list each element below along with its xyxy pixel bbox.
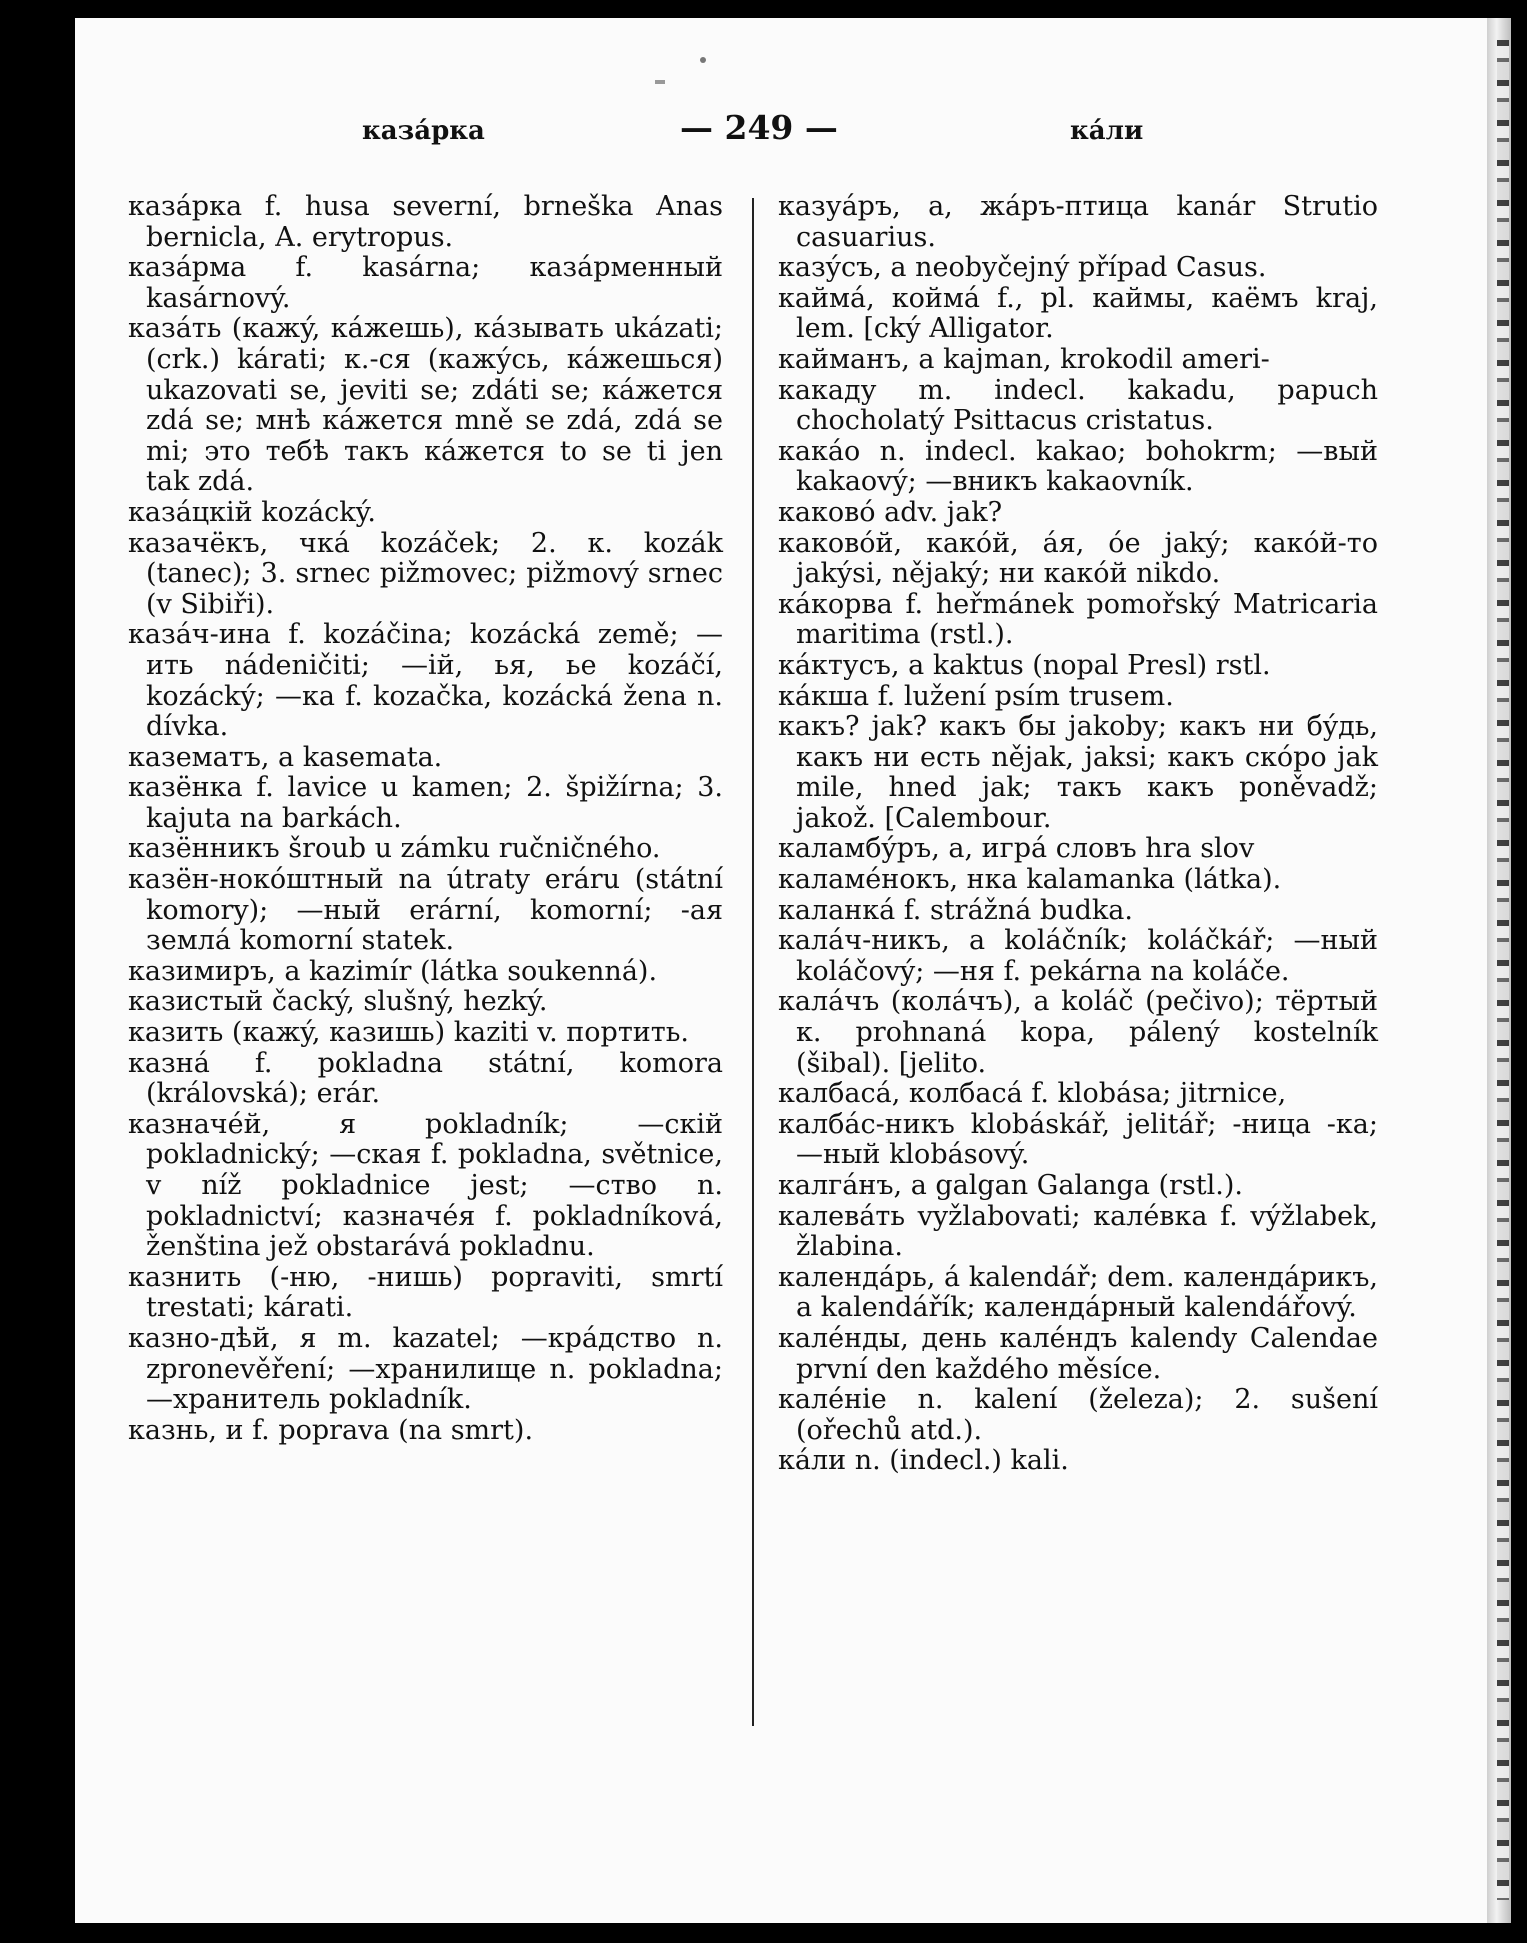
dictionary-entry: кайманъ, а kajman, krokodil ameri- [778,343,1270,375]
dictionary-entry: казён-нокóштный na útraty eráru (státní komory); —ный erární, komorní; -ая землá komorní statek. [128,864,723,957]
dictionary-entry: казачёкъ, чкá kozáček; 2. к. kozák (tanec); 3. srnec pižmovec; pižmový srnec (v Sibiři). [128,527,723,620]
dictionary-entry: калáчъ (колáчъ), а koláč (pečivo); тёртый к. prohnaná kopa, pálený kostelník (šibal). [jelito. [778,986,1378,1079]
dictionary-entry: каймá, коймá f., pl. каймы, каёмъ kraj, lem. [cký Alligator. [778,282,1378,345]
right-guide-word: кáли [1070,116,1144,146]
dictionary-entry: казёнка f. lavice u kamen; 2. špižírna; 3. kajuta na barkách. [128,772,723,834]
dictionary-entry: каковó adv. jak? [778,496,1003,528]
dictionary-entry: казáрка f. husa severní, brneška Anas bernicla, A. erytropus. [128,191,723,253]
dictionary-entry: калевáть vyžlabovati; калéвка f. výžlabek, žlabina. [778,1200,1378,1263]
dictionary-entry: казáрма f. kasárna; казáрменный kasárnový. [128,252,723,314]
dictionary-entry: какáо n. indecl. kakao; bohokrm; —вый kakaový; —вникъ kakaovník. [778,435,1378,498]
dictionary-entry: казнá f. pokladna státní, komora (královská); erár. [128,1047,723,1110]
dictionary-entry: кáкша f. lužení psím trusem. [778,680,1174,712]
dictionary-entry: каламéнокъ, нка kalamanka (látka). [778,864,1282,896]
dictionary-entry: календáрь, á kalendář; dem. календáрикъ, а kalendářík; календáрный kalendářový. [778,1261,1378,1324]
column-divider [752,198,754,1726]
dictionary-entry: казáцкій kozácký. [128,496,376,528]
dictionary-entry: казематъ, а kasemata. [128,741,443,773]
dictionary-entry: казнь, и f. poprava (na smrt). [128,1414,534,1446]
dictionary-entry: калбáс-никъ klobáskář, jelitář; -ница -ка; —ный klobásový. [778,1108,1378,1171]
dictionary-entry: казить (кажý, казишь) kaziti v. портить. [128,1017,689,1049]
dictionary-entry: казнить (-ню, -нишь) popraviti, smrtí trestati; kárati. [128,1261,723,1324]
dictionary-entry: какъ? jak? какъ бы jakoby; какъ ни бýдь, какъ ни есть nějak, jaksi; какъ скóро jak mile, hned jak; такъ какъ poněvadž; jakož. [Calembour. [778,711,1378,834]
dictionary-entry: казáч-ина f. kozáčina; kozácká země; —ить nádeničiti; —ій, ья, ье kozáčí, kozácký; —ка f. kozačka, kozácká žena n. dívka. [128,619,723,743]
speck [655,80,665,84]
dictionary-entry: казно-дѣй, я m. kazatel; —крáдство n. zpronevěření; —хранилище n. pokladna; —хранитель pokladník. [128,1322,723,1416]
dictionary-entry: казначéй, я pokladník; —скій pokladnický; —ская f. pokladna, světnice, v níž pokladnice jest; —ство n. pokladnictví; казначéя f. pokladníková, ženština jež obstarává pokladnu. [128,1108,723,1263]
page-edge [1497,40,1509,1900]
page-header [0,108,1527,152]
dictionary-entry: калéніе n. kalení (železa); 2. sušení (ořechů atd.). [778,1384,1378,1446]
dictionary-entry: калгáнъ, а galgan Galanga (rstl.). [778,1170,1243,1201]
left-guide-word: казáрка [362,116,485,146]
right-column [778,192,1378,1477]
dictionary-entry: кáли n. (indecl.) kali. [778,1445,1069,1477]
speck [700,57,706,63]
dictionary-entry: каковóй, какóй, áя, óе jaký; какóй-то jakýsi, nějaký; ни какóй nikdo. [778,527,1378,590]
dictionary-entry: каланкá f. strážná budka. [778,894,1133,926]
left-column [128,192,723,1446]
dictionary-entry: каламбýръ, а, игрá словъ hra slov [778,833,1255,865]
dictionary-entry: калéнды, день калéндъ kalendy Calendae první den každého měsíce. [778,1322,1378,1385]
dictionary-entry: казистый čacký, slušný, hezký. [128,986,548,1018]
dictionary-entry: кáкорва f. heřmánek pomořský Matricaria maritima (rstl.). [778,588,1378,651]
dictionary-entry: какаду m. indecl. kakadu, papuch chocholatý Psittacus cristatus. [778,374,1378,437]
dictionary-entry: казáть (кажý, кáжешь), кáзывать ukázati; (crk.) kárati; к.-ся (кажýсь, кáжешься) ukazovati se, jeviti se; zdáti se; кáжется zdá se; мнѣ кáжется mně se zdá, zdá se mi; это тебѣ такъ кáжется to se ti jen tak zdá. [128,313,723,498]
dictionary-entry: казуáръ, а, жáръ-птица kanár Strutio casuarius. [778,191,1378,253]
dictionary-entry: калбасá, колбасá f. klobása; jitrnice, [778,1078,1287,1110]
dictionary-entry: казённикъ šroub u zámku ručničného. [128,833,661,865]
dictionary-entry: калáч-никъ, а koláčník; koláčkář; —ный koláčový; —ня f. pekárna na koláče. [778,925,1378,987]
page-number: — 249 — [680,108,838,147]
dictionary-entry: казимиръ, а kazimír (látka soukenná). [128,955,658,987]
dictionary-entry: казýсъ, а neobyčejný případ Casus. [778,252,1267,284]
dictionary-entry: кáктусъ, а kaktus (nopal Presl) rstl. [778,649,1271,681]
